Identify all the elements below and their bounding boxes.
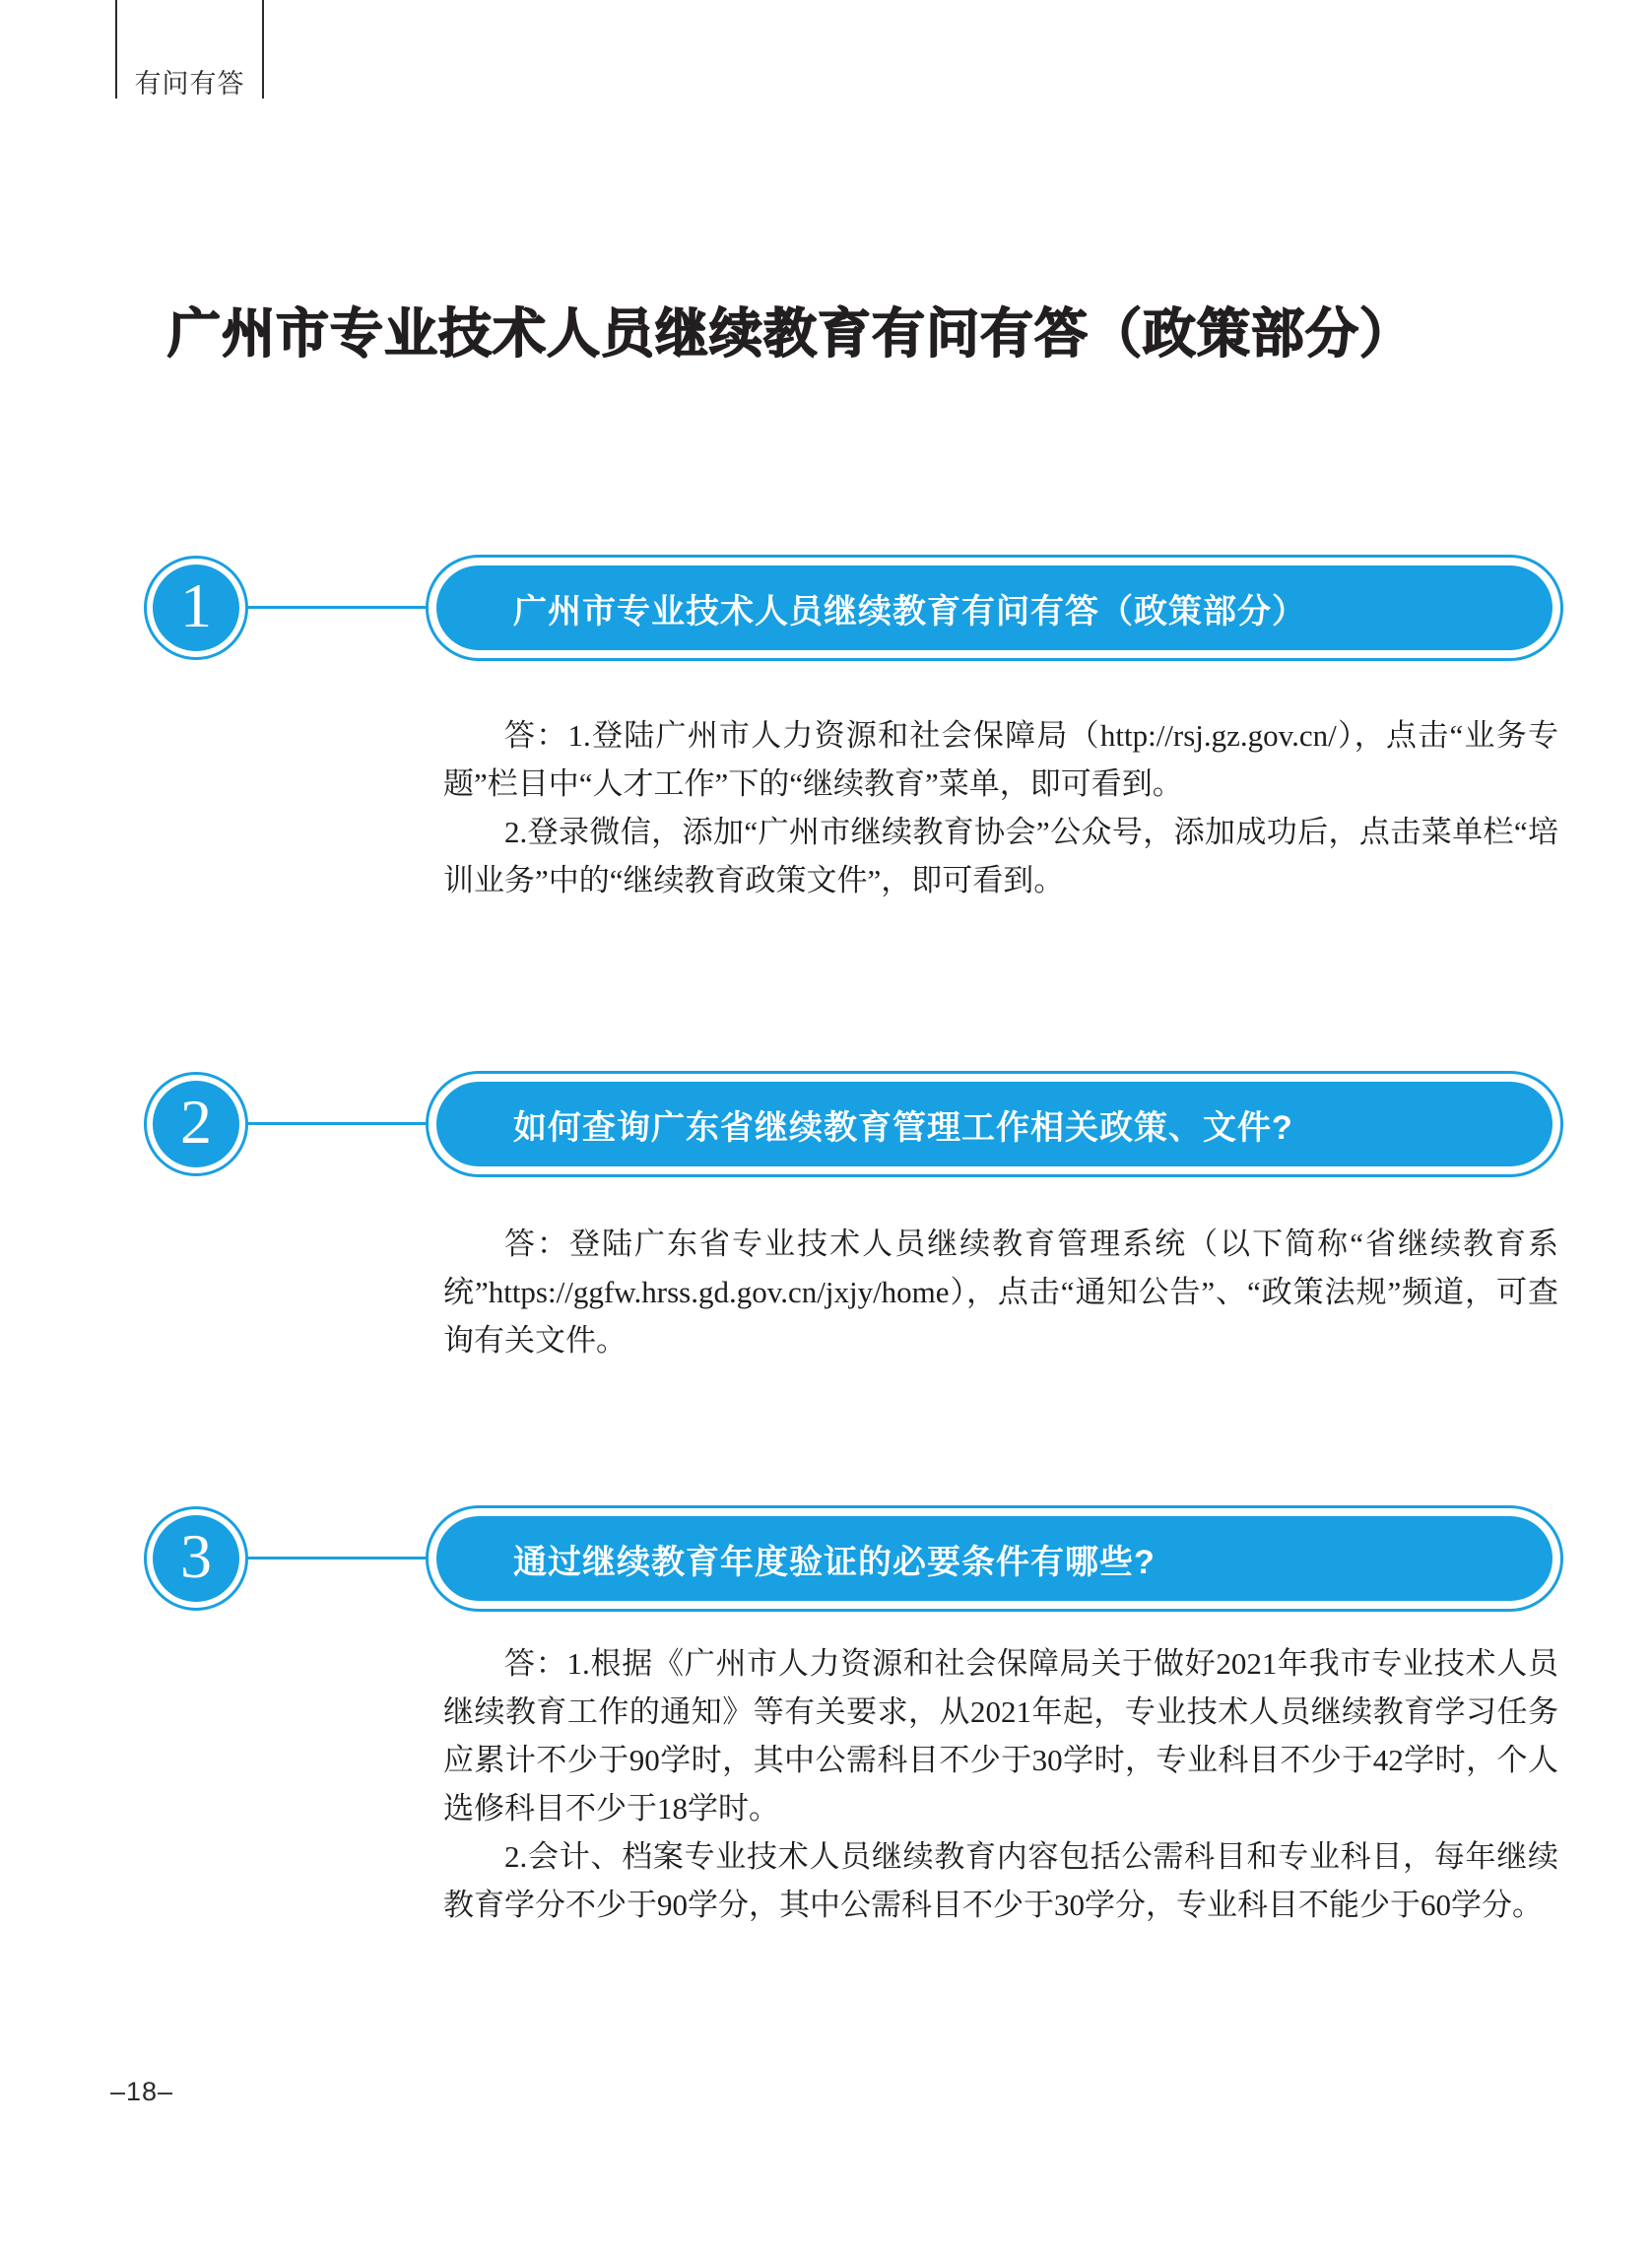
connector-line bbox=[246, 1557, 430, 1560]
document-tag-label: 有问有答 bbox=[134, 69, 245, 99]
page-number: –18– bbox=[110, 2077, 174, 2106]
question-banner bbox=[426, 555, 1563, 661]
question-number-badge bbox=[144, 1072, 248, 1176]
answer-paragraph: 2.会计、档案专业技术人员继续教育内容包括公需科目和专业科目，每年继续教育学分不少于90学分，其中公需科目不少于30学分，专业科目不能少于60学分。 bbox=[443, 1839, 1558, 1922]
question-banner-label: 通过继续教育年度验证的必要条件有哪些? bbox=[513, 1543, 1156, 1581]
question-banner-label: 广州市专业技术人员继续教育有问有答（政策部分） bbox=[513, 592, 1306, 631]
document-tag bbox=[115, 0, 264, 99]
question-number-badge bbox=[144, 1506, 248, 1611]
question-banner-fill bbox=[436, 1082, 1553, 1166]
page-title: 广州市专业技术人员继续教育有问有答（政策部分） bbox=[167, 304, 1414, 364]
question-number: 1 bbox=[153, 564, 239, 651]
question-header-2 bbox=[0, 1071, 1652, 1177]
question-banner-fill bbox=[436, 1516, 1553, 1601]
answer-paragraph: 答：1.根据《广州市人力资源和社会保障局关于做好2021年我市专业技术人员继续教育工作的通知》等有关要求，从2021年起，专业技术人员继续教育学习任务应累计不少于90学时，其中公需科目不少于30学时，专业科目不少于42学时，个人选修科目不少于18学时。 bbox=[443, 1646, 1558, 1826]
question-number: 2 bbox=[153, 1081, 239, 1167]
connector-line bbox=[246, 1122, 430, 1125]
connector-line bbox=[246, 606, 430, 609]
answer-paragraph: 答：1.登陆广州市人力资源和社会保障局（http://rsj.gz.gov.cn/），点击“业务专题”栏目中“人才工作”下的“继续教育”菜单，即可看到。 bbox=[443, 718, 1558, 801]
question-banner bbox=[426, 1505, 1563, 1612]
question-banner bbox=[426, 1071, 1563, 1177]
question-header-3 bbox=[0, 1505, 1652, 1612]
answer-paragraph: 2.登录微信，添加“广州市继续教育协会”公众号，添加成功后，点击菜单栏“培训业务”中的“继续教育政策文件”，即可看到。 bbox=[443, 815, 1558, 897]
answer-paragraph: 答：登陆广东省专业技术人员继续教育管理系统（以下简称“省继续教育系统”https://ggfw.hrss.gd.gov.cn/jxjy/home），点击“通知公告”、“政策法规”频道，可查询有关文件。 bbox=[443, 1227, 1558, 1358]
answer-block-2 bbox=[443, 1220, 1558, 1364]
answer-block-3 bbox=[443, 1639, 1558, 1929]
question-number-badge bbox=[144, 556, 248, 660]
question-banner-label: 如何查询广东省继续教育管理工作相关政策、文件? bbox=[513, 1108, 1293, 1147]
question-header-1 bbox=[0, 555, 1652, 661]
question-number: 3 bbox=[153, 1515, 239, 1602]
question-banner-fill bbox=[436, 565, 1553, 650]
answer-block-1 bbox=[443, 711, 1558, 904]
